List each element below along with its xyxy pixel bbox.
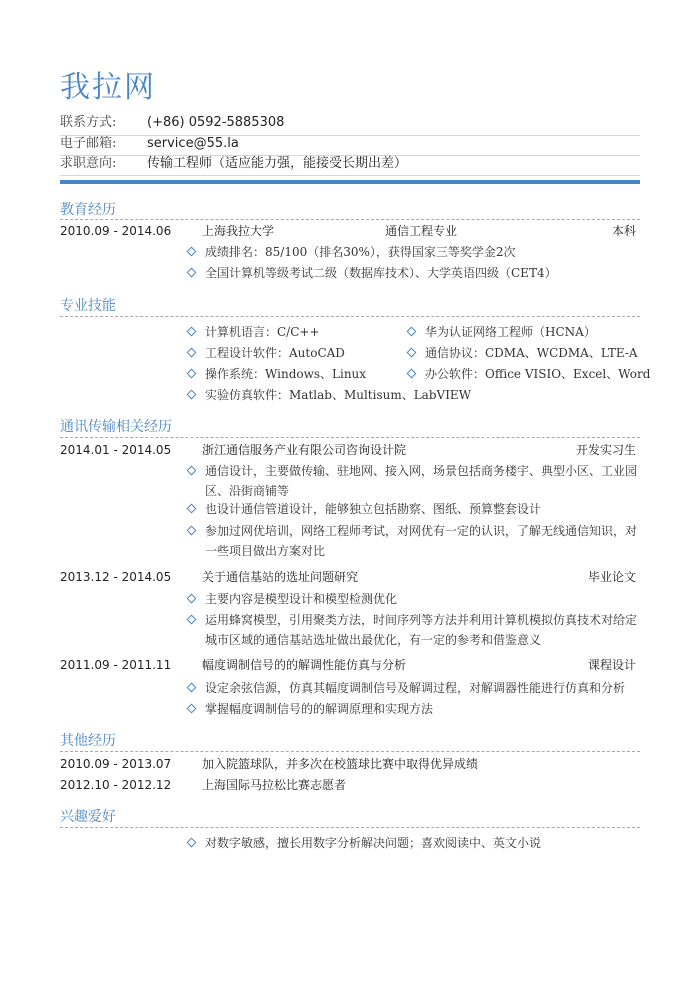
diamond-bullet-icon bbox=[187, 369, 197, 379]
header-accent-bar bbox=[60, 180, 640, 184]
experience-org: 关于通信基站的选址问题研究 bbox=[202, 570, 359, 584]
education-major: 通信工程专业 bbox=[385, 224, 458, 238]
diamond-bullet-icon bbox=[187, 247, 197, 257]
phone-value: (+86) 0592-5885308 bbox=[147, 115, 285, 130]
diamond-bullet-icon bbox=[187, 390, 197, 400]
divider bbox=[60, 175, 640, 176]
section-rule bbox=[60, 827, 640, 828]
candidate-name: 我拉网 bbox=[60, 70, 156, 105]
section-title-skills: 专业技能 bbox=[60, 298, 116, 314]
other-date: 2010.09 - 2013.07 bbox=[60, 757, 172, 771]
email-value: service@55.la bbox=[147, 136, 239, 151]
section-rule bbox=[60, 437, 640, 438]
experience-date: 2011.09 - 2011.11 bbox=[60, 658, 172, 672]
diamond-bullet-icon bbox=[407, 327, 417, 337]
section-rule bbox=[60, 316, 640, 317]
other-date: 2012.10 - 2012.12 bbox=[60, 778, 172, 792]
experience-role: 毕业论文 bbox=[587, 570, 636, 584]
experience-org: 浙江通信服务产业有限公司咨询设计院 bbox=[202, 443, 407, 457]
experience-date: 2014.01 - 2014.05 bbox=[60, 443, 172, 457]
phone-label: 联系方式: bbox=[60, 115, 117, 130]
diamond-bullet-icon bbox=[407, 348, 417, 358]
diamond-bullet-icon bbox=[187, 838, 197, 848]
experience-role: 开发实习生 bbox=[575, 443, 636, 457]
section-rule bbox=[60, 219, 640, 220]
section-title-hobbies: 兴趣爱好 bbox=[60, 809, 116, 825]
diamond-bullet-icon bbox=[187, 327, 197, 337]
diamond-bullet-icon bbox=[187, 594, 197, 604]
other-text: 上海国际马拉松比赛志愿者 bbox=[202, 778, 347, 792]
experience-role: 课程设计 bbox=[587, 658, 636, 672]
education-degree: 本科 bbox=[611, 224, 636, 238]
diamond-bullet-icon bbox=[187, 704, 197, 714]
section-rule bbox=[60, 751, 640, 752]
diamond-bullet-icon bbox=[187, 504, 197, 514]
diamond-bullet-icon bbox=[187, 466, 197, 476]
intention-value: 传输工程师（适应能力强，能接受长期出差） bbox=[147, 156, 408, 171]
section-title-experience: 通讯传输相关经历 bbox=[60, 419, 172, 435]
diamond-bullet-icon bbox=[187, 615, 197, 625]
diamond-bullet-icon bbox=[187, 526, 197, 536]
intention-label: 求职意向: bbox=[60, 156, 117, 171]
experience-date: 2013.12 - 2014.05 bbox=[60, 570, 172, 584]
resume-page: 我拉网 联系方式: (+86) 0592-5885308 电子邮箱: service@55.la 求职意向: 传输工程师（适应能力强，能接受长期出差） 教育经历 2010.09 - 2014.06 上海我拉大学 通信工程专业 本科 成绩排名：85/100（排名30%），获得国家三等奖学金2次 全国计算机等级考试二级（数据库技术）、大学英语四级（CET4） 专业技能 计算机语言：C/C++ 华为认证网络工程师（HCNA） 工程设计软件：AutoCAD 通信协议：CDMA、WCDMA、LTE-A 操作系统：Windows、Linux 办公软件：Office VISIO、Excel、Word 实验仿真软件：Matlab、Multisum、LabVIEW 通讯传输相关经历 2014.01 - 2014.05 浙江通信服务产业有限公司咨询设计院 开发实习生 通信设计，主要做传输、驻地网、接入网，场景包括商务楼宇、典型小区、工业园区、沿街商铺等 也设计通信管道设计，能够独立包括勘察、图纸、预算整套设计 参加过网优培训，网络工程师考试，对网优有一定的认识，了解无线通信知识，对一些项目做出方案对比 2013.12 - 2014.05 关于通信基站的选址问题研究 毕业论文 主要内容是模型设计和模型检测优化 运用蜂窝模型，引用聚类方法，时间序列等方法并利用计算机模拟仿真技术对给定城市区域的通信基站选址做出最优化，有一定的参考和借鉴意义 2011.09 - 2011.11 幅度调制信号的的解调性能仿真与分析 课程设计 设定余弦信源，仿真其幅度调制信号及解调过程，对解调器性能进行仿真和分析 掌握幅度调制信号的的解调原理和实现方法 其他经历 2010.09 - 2013.07 加入院篮球队，并多次在校篮球比赛中取得优异成绩 2012.10 - 2012.12 上海国际马拉松比赛志愿者 兴趣爱好 对数字敏感，擅长用数字分析解决问题；喜欢阅读中、英文小说 bbox=[60, 70, 651, 850]
section-title-other: 其他经历 bbox=[60, 733, 116, 749]
experience-org: 幅度调制信号的的解调性能仿真与分析 bbox=[202, 658, 407, 672]
diamond-bullet-icon bbox=[407, 369, 417, 379]
other-text: 加入院篮球队，并多次在校篮球比赛中取得优异成绩 bbox=[202, 757, 479, 771]
diamond-bullet-icon bbox=[187, 348, 197, 358]
section-title-education: 教育经历 bbox=[60, 202, 116, 218]
education-date: 2010.09 - 2014.06 bbox=[60, 224, 172, 238]
diamond-bullet-icon bbox=[187, 683, 197, 693]
education-school: 上海我拉大学 bbox=[202, 224, 275, 238]
email-label: 电子邮箱: bbox=[60, 136, 117, 151]
diamond-bullet-icon bbox=[187, 268, 197, 278]
